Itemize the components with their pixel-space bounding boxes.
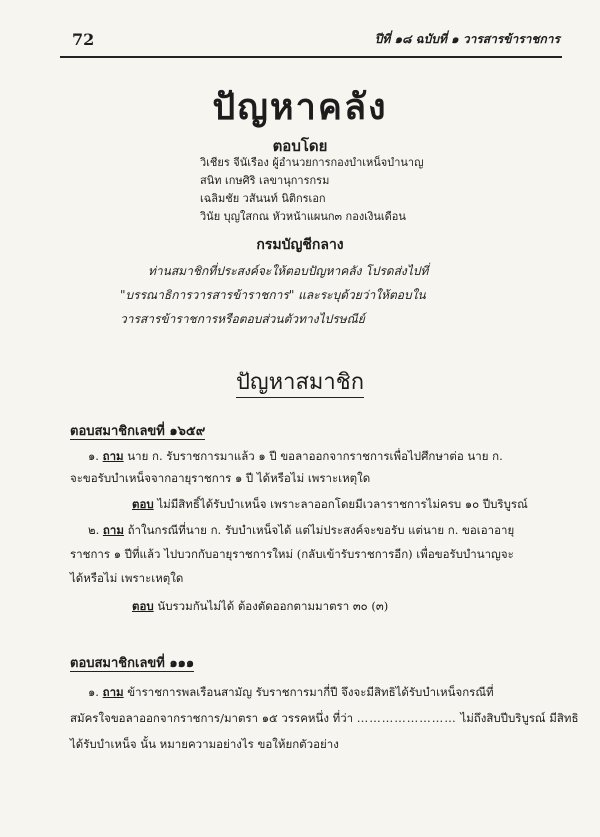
qa1-heading: ตอบสมาชิกเลขที่ ๑๖๕๙ xyxy=(70,424,206,439)
qa2-q1-line-1 xyxy=(88,684,494,702)
page-number: 72 xyxy=(72,30,95,49)
qa1-q1-tag: ถาม xyxy=(102,449,124,463)
qa2-q1-tag: ถาม xyxy=(102,685,124,699)
qa1-q1-line-1 xyxy=(88,448,503,466)
note-line-2: "บรรณาธิการวารสารข้าราชการ" และระบุด้วยว่าให้ตอบใน xyxy=(120,288,426,302)
byline: ตอบโดย xyxy=(272,137,328,155)
note-heading: กรมบัญชีกลาง xyxy=(256,237,344,253)
panel-member-1: วิเชียร จีนัเรือง ผู้อำนวยการกองบำเหน็จบำนาญ xyxy=(200,156,424,169)
qa2-heading: ตอบสมาชิกเลขที่ ๑๑๑ xyxy=(70,656,195,671)
panel-member-2: สนิท เกษศิริ เลขานุการกรม xyxy=(200,174,330,187)
qa1-q2-tag: ถาม xyxy=(102,523,124,537)
qa1-q2-line-1 xyxy=(88,522,514,540)
qa1-q2-text-1: ถ้าในกรณีที่นาย ก. รับบำเหน็จได้ แต่ไม่ประสงค์จะขอรับ แต่นาย ก. ขอเอาอายุ xyxy=(127,523,515,537)
qa1-q1-number: ๑. xyxy=(88,449,99,463)
note-line-3: วารสารข้าราชการหรือตอบส่วนตัวทางไปรษณีย์ xyxy=(120,312,365,326)
qa2-q1-number: ๑. xyxy=(88,685,99,699)
header-rule xyxy=(60,56,562,58)
qa1-q1-text-1: นาย ก. รับราชการมาแล้ว ๑ ปี ขอลาออกจากราชการเพื่อไปศึกษาต่อ นาย ก. xyxy=(127,449,503,463)
qa1-a2-tag: ตอบ xyxy=(132,599,154,613)
qa1-a2-text: นับรวมกันไม่ได้ ต้องตัดออกตามมาตรา ๓๐ (๓) xyxy=(157,599,389,613)
qa1-a1-tag: ตอบ xyxy=(132,497,154,511)
page-header xyxy=(72,30,560,52)
qa2-q1-text-1: ข้าราชการพลเรือนสามัญ รับราชการมากี่ปี จึงจะมีสิทธิได้รับบำเหน็จกรณีที่ xyxy=(127,685,494,699)
qa2-q1-text-2a: สมัครใจขอลาออกจากราชการ/มาตรา ๑๕ วรรคหนึ่ง ที่ว่า xyxy=(70,711,354,725)
qa1-a2 xyxy=(132,598,388,616)
section-title: ปัญหาสมาชิก xyxy=(0,364,600,399)
qa2-q1-dots: …………………… xyxy=(356,711,457,725)
qa1-a1-text: ไม่มีสิทธิ์ได้รับบำเหน็จ เพราะลาออกโดยมีเวลาราชการไม่ครบ ๑๐ ปีบริบูรณ์ xyxy=(157,497,528,511)
panel-member-3: เฉลิมชัย วสันนท์ นิติกรเอก xyxy=(200,192,326,205)
page-title: ปัญหาคลัง xyxy=(212,86,388,128)
qa1-q2-line-3: ได้หรือไม่ เพราะเหตุใด xyxy=(70,571,184,585)
note-line-1: ท่านสมาชิกที่ประสงค์จะให้ตอบปัญหาคลัง โปรดส่งไปที่ xyxy=(148,264,429,278)
qa1-a1 xyxy=(132,496,528,514)
qa1-q2-number: ๒. xyxy=(88,523,100,537)
issue-info: ปีที่ ๑๘ ฉบับที่ ๑ วารสารข้าราชการ xyxy=(374,32,560,46)
qa2-q1-line-2 xyxy=(70,710,578,728)
qa2-q1-text-2b: ไม่ถึงสิบปีบริบูรณ์ มีสิทธิ xyxy=(460,711,579,725)
qa2-q1-line-3: ได้รับบำเหน็จ นั้น หมายความอย่างไร ขอให้ยกตัวอย่าง xyxy=(70,737,339,751)
qa1-q2-line-2: ราชการ ๑ ปีที่แล้ว ไปบวกกับอายุราชการใหม่ (กลับเข้ารับราชการอีก) เพื่อขอรับบำนาญจะ xyxy=(70,547,514,561)
panel-member-4: วินัย บุญใสกณ หัวหน้าแผนก๓ กองเงินเดือน xyxy=(200,210,406,223)
qa1-q1-line-2: จะขอรับบำเหน็จจากอายุราชการ ๑ ปี ได้หรือไม่ เพราะเหตุใด xyxy=(70,471,371,485)
